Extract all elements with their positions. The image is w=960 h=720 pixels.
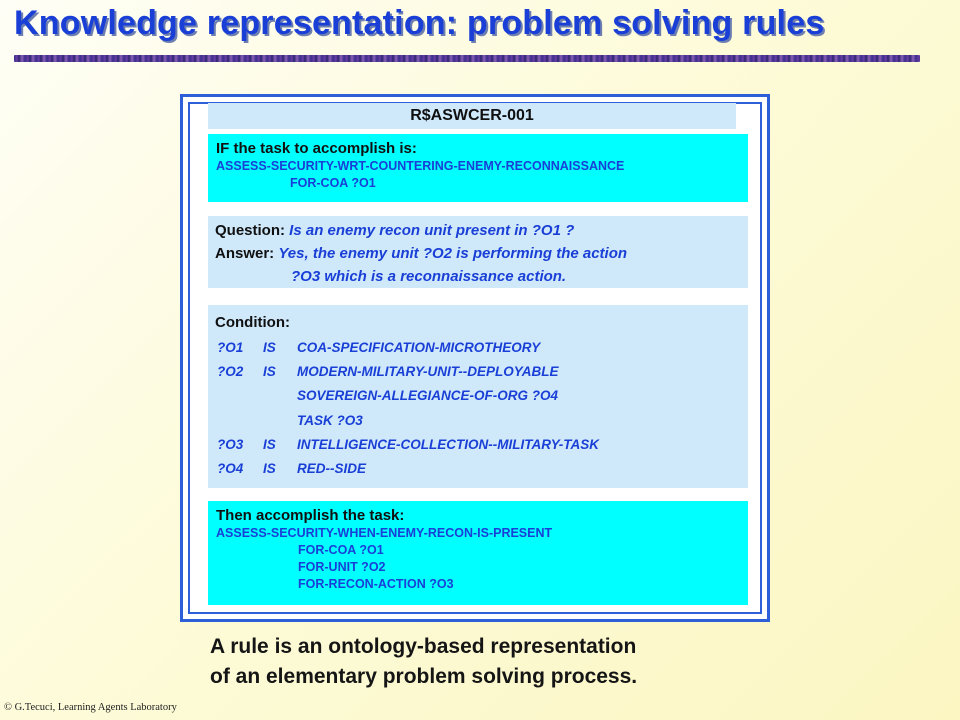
condition-value: INTELLIGENCE-COLLECTION--MILITARY-TASK [297, 436, 599, 452]
answer-text-line2: ?O3 which is a reconnaissance action. [291, 268, 567, 285]
condition-row [215, 336, 748, 360]
condition-variable: ?O1 [217, 340, 244, 355]
then-task-name: ASSESS-SECURITY-WHEN-ENEMY-RECON-IS-PRESENT [216, 526, 553, 540]
title-underline [14, 55, 920, 62]
condition-variable: ?O3 [217, 436, 244, 452]
if-header: IF the task to accomplish is: [216, 140, 417, 157]
condition-header: Condition: [215, 314, 290, 331]
condition-row [215, 360, 748, 384]
question-answer-panel [208, 216, 748, 288]
answer-label: Answer: [215, 245, 275, 262]
rule-id: R$ASWCER-001 [208, 103, 736, 129]
caption-line2: of an elementary problem solving process. [210, 665, 638, 688]
condition-row [215, 409, 748, 433]
slide-title: Knowledge representation: problem solving rules [14, 4, 825, 42]
condition-value: RED--SIDE [297, 460, 367, 476]
condition-value: MODERN-MILITARY-UNIT--DEPLOYABLE [297, 364, 559, 380]
condition-value: TASK ?O3 [297, 412, 363, 428]
condition-panel [208, 305, 748, 488]
if-task-name: ASSESS-SECURITY-WRT-COUNTERING-ENEMY-RECONNAISSANCE [216, 159, 625, 173]
condition-variable: ?O4 [217, 460, 244, 476]
condition-row [215, 457, 748, 481]
footer-copyright: © G.Tecuci, Learning Agents Laboratory [4, 702, 177, 713]
question-label: Question: [215, 222, 285, 239]
then-header: Then accomplish the task: [216, 507, 405, 524]
condition-relation: IS [263, 364, 276, 380]
condition-row [215, 384, 748, 408]
if-panel [208, 134, 748, 202]
question-row [215, 219, 748, 242]
answer-row [215, 242, 748, 265]
then-task-param: FOR-UNIT ?O2 [298, 560, 386, 574]
condition-relation: IS [263, 460, 276, 476]
answer-continuation-row [215, 265, 748, 288]
condition-value: COA-SPECIFICATION-MICROTHEORY [297, 340, 541, 355]
then-panel [208, 501, 748, 605]
condition-relation: IS [263, 436, 276, 452]
condition-relation: IS [263, 340, 276, 355]
answer-text-line1: Yes, the enemy unit ?O2 is performing the action [278, 245, 628, 262]
condition-variable: ?O2 [217, 364, 244, 380]
condition-value: SOVEREIGN-ALLEGIANCE-OF-ORG ?O4 [297, 388, 559, 404]
condition-row [215, 433, 748, 457]
caption [210, 632, 637, 692]
condition-list [215, 336, 748, 481]
question-text: Is an enemy recon unit present in ?O1 ? [289, 222, 575, 239]
caption-line1: A rule is an ontology-based representation [210, 635, 637, 658]
then-task-param: FOR-COA ?O1 [298, 543, 384, 557]
if-task-param: FOR-COA ?O1 [290, 176, 376, 190]
then-task-param: FOR-RECON-ACTION ?O3 [298, 577, 454, 591]
